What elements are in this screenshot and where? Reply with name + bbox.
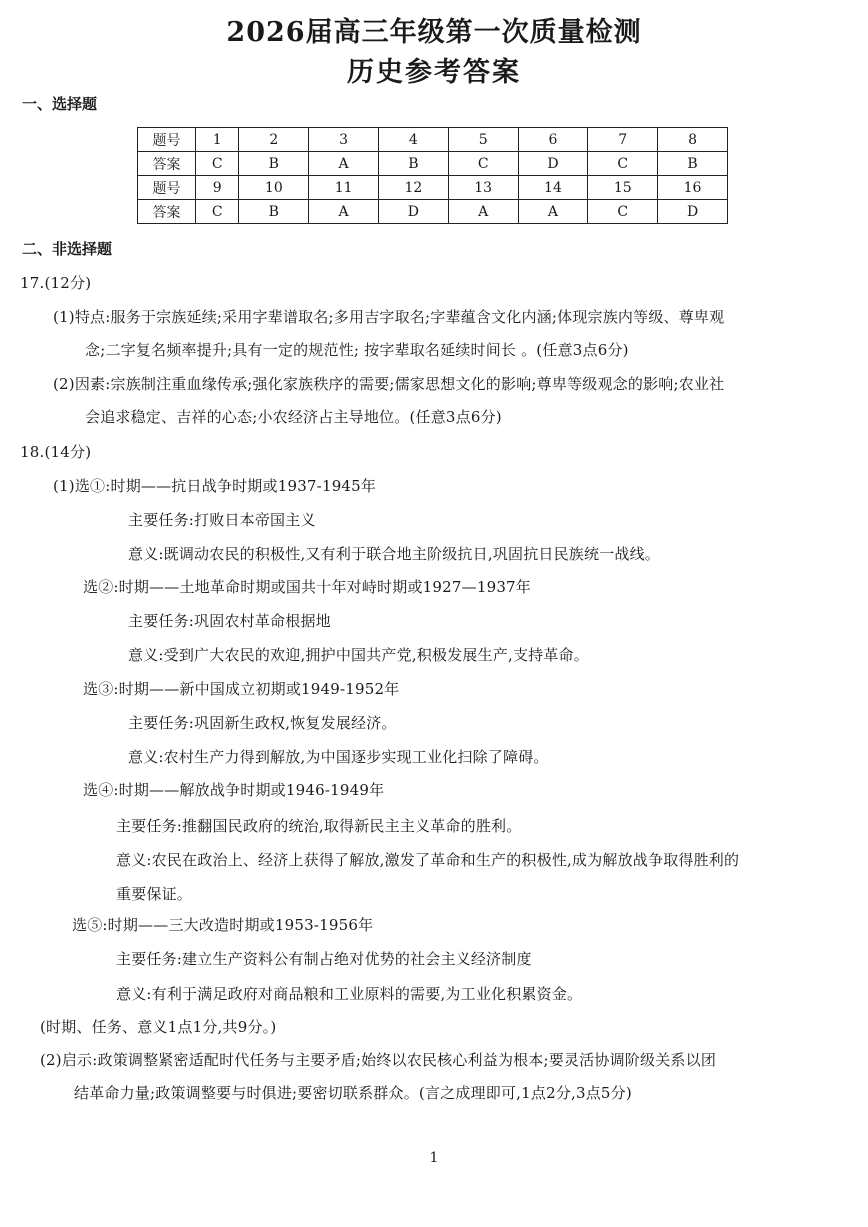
question-number: 12 <box>379 176 449 200</box>
q18-option1-significance: 意义:既调动农民的积极性,又有利于联合地主阶级抗日,巩固抗日民族统一战线。 <box>128 545 660 563</box>
q18-option2-task: 主要任务:巩固农村革命根据地 <box>128 612 331 630</box>
q18-option3-significance: 意义:农村生产力得到解放,为中国逐步实现工业化扫除了障碍。 <box>128 748 549 766</box>
q17-part1-line1: (1)特点:服务于宗族延续;采用字辈谱取名;多用吉字取名;字辈蕴含文化内涵;体现宗族内等级、尊卑观 <box>53 308 725 326</box>
q18-header: 18.(14分) <box>20 443 92 461</box>
table-row <box>138 200 728 224</box>
q17-part1-line2: 念;二字复名频率提升;具有一定的规范性; 按字辈取名延续时间长 。(任意3点6分) <box>85 341 629 359</box>
q18-option4-task: 主要任务:推翻国民政府的统治,取得新民主主义革命的胜利。 <box>116 817 522 835</box>
table-row <box>138 128 728 152</box>
q18-option2-period: 选②:时期——土地革命时期或国共十年对峙时期或1927—1937年 <box>83 578 532 596</box>
q18-part2-line1: (2)启示:政策调整紧密适配时代任务与主要矛盾;始终以农民核心利益为根本;要灵活协调阶级关系以团 <box>40 1051 717 1069</box>
question-number: 3 <box>309 128 379 152</box>
q17-part2-line2: 会追求稳定、吉祥的心态;小农经济占主导地位。(任意3点6分) <box>85 408 502 426</box>
row-label: 答案 <box>138 152 196 176</box>
question-number: 10 <box>239 176 309 200</box>
q18-option5-significance: 意义:有利于满足政府对商品粮和工业原料的需要,为工业化积累资金。 <box>116 985 583 1003</box>
answer-cell: B <box>239 200 309 224</box>
answer-cell: A <box>309 200 379 224</box>
answer-cell: C <box>196 152 239 176</box>
answer-cell: C <box>588 200 658 224</box>
q18-option4-significance-line2: 重要保证。 <box>116 885 193 903</box>
question-number: 13 <box>448 176 518 200</box>
q18-option2-significance: 意义:受到广大农民的欢迎,拥护中国共产党,积极发展生产,支持革命。 <box>128 646 589 664</box>
q18-option5-task: 主要任务:建立生产资料公有制占绝对优势的社会主义经济制度 <box>116 950 532 968</box>
answer-cell: A <box>448 200 518 224</box>
q18-option3-task: 主要任务:巩固新生政权,恢复发展经济。 <box>128 714 397 732</box>
question-number: 5 <box>448 128 518 152</box>
answer-cell: B <box>379 152 449 176</box>
q18-option4-significance-line1: 意义:农民在政治上、经济上获得了解放,激发了革命和生产的积极性,成为解放战争取得胜利的 <box>116 851 740 869</box>
row-label: 题号 <box>138 176 196 200</box>
answer-cell: C <box>448 152 518 176</box>
answer-table <box>137 127 728 224</box>
section-heading-multiple-choice: 一、选择题 <box>22 95 98 113</box>
question-number: 4 <box>379 128 449 152</box>
answer-cell: D <box>518 152 588 176</box>
answer-cell: A <box>309 152 379 176</box>
q18-option4-period: 选④:时期——解放战争时期或1946-1949年 <box>83 781 385 799</box>
question-number: 16 <box>658 176 728 200</box>
table-row <box>138 176 728 200</box>
question-number: 2 <box>239 128 309 152</box>
section-heading-non-choice: 二、非选择题 <box>22 240 113 258</box>
q18-option5-period: 选⑤:时期——三大改造时期或1953-1956年 <box>72 916 374 934</box>
question-number: 15 <box>588 176 658 200</box>
page-number: 1 <box>429 1150 439 1166</box>
question-number: 11 <box>309 176 379 200</box>
answer-cell: A <box>518 200 588 224</box>
question-number: 6 <box>518 128 588 152</box>
answer-cell: D <box>658 200 728 224</box>
answer-cell: C <box>196 200 239 224</box>
answer-cell: D <box>379 200 449 224</box>
q17-part2-line1: (2)因素:宗族制注重血缘传承;强化家族秩序的需要;儒家思想文化的影响;尊卑等级观念的影响;农业社 <box>53 375 725 393</box>
answer-cell: B <box>239 152 309 176</box>
question-number: 14 <box>518 176 588 200</box>
question-number: 7 <box>588 128 658 152</box>
question-number: 8 <box>658 128 728 152</box>
row-label: 答案 <box>138 200 196 224</box>
q17-header: 17.(12分) <box>20 274 92 292</box>
q18-option1-task: 主要任务:打败日本帝国主义 <box>128 511 316 529</box>
question-number: 9 <box>196 176 239 200</box>
q18-scoring-note: (时期、任务、意义1点1分,共9分。) <box>40 1018 277 1036</box>
row-label: 题号 <box>138 128 196 152</box>
q18-option1-period: (1)选①:时期——抗日战争时期或1937-1945年 <box>53 477 377 495</box>
page-title: 2026届高三年级第一次质量检测 <box>226 17 642 48</box>
q18-part2-line2: 结革命力量;政策调整要与时俱进;要密切联系群众。(言之成理即可,1点2分,3点5分) <box>74 1084 632 1102</box>
q18-option3-period: 选③:时期——新中国成立初期或1949-1952年 <box>83 680 400 698</box>
answer-cell: B <box>658 152 728 176</box>
question-number: 1 <box>196 128 239 152</box>
answer-cell: C <box>588 152 658 176</box>
table-row <box>138 152 728 176</box>
page-subtitle: 历史参考答案 <box>347 57 521 88</box>
